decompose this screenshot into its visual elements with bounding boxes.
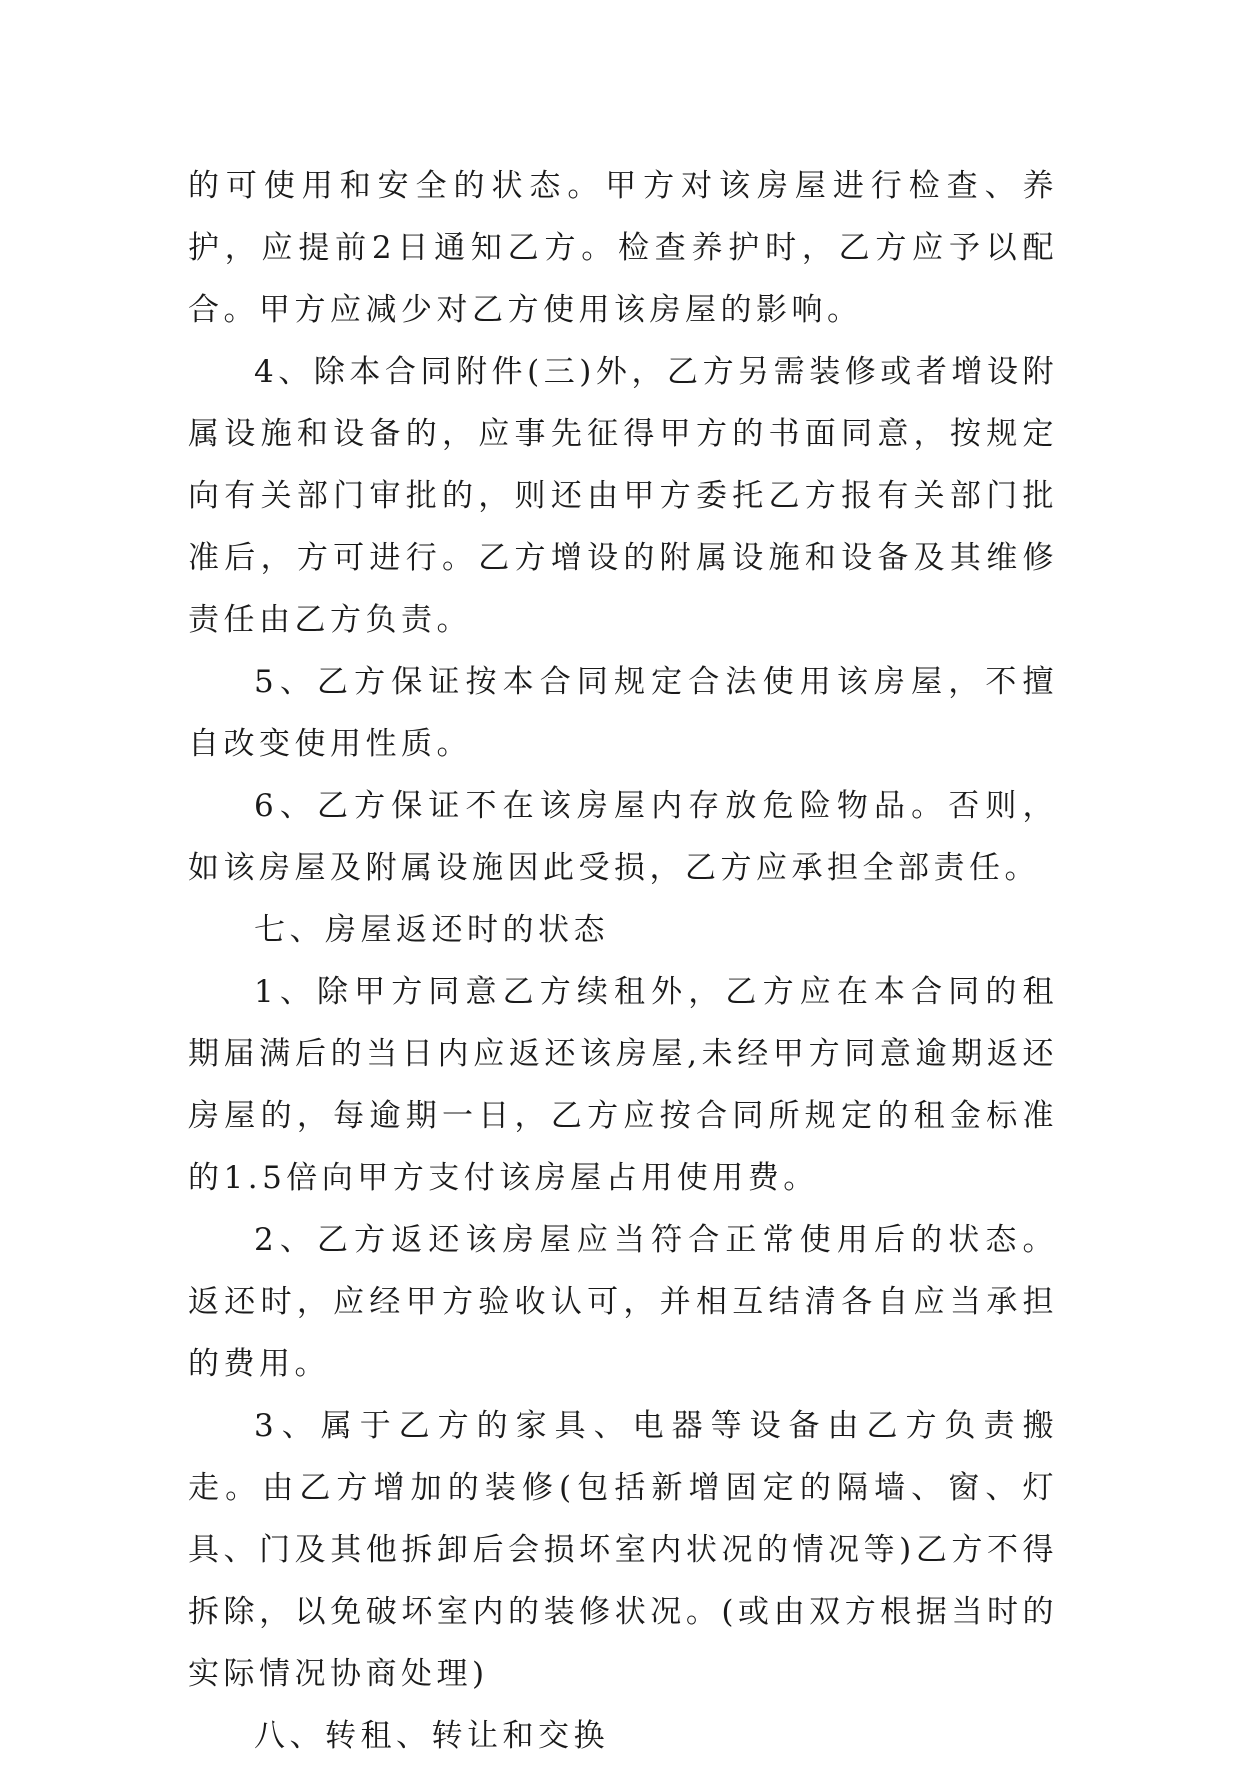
paragraph-section7-clause-2: 2、乙方返还该房屋应当符合正常使用后的状态。返还时，应经甲方验收认可，并相互结清各自应当承担的费用。 <box>188 1222 1058 1382</box>
paragraph-section7-clause-3: 3、属于乙方的家具、电器等设备由乙方负责搬走。由乙方增加的装修(包括新增固定的隔墙、窗、灯具、门及其他拆卸后会损坏室内状况的情况等)乙方不得拆除，以免破坏室内的装修状况。(或由双方根据当时的实际情况协商处理) <box>188 1408 1058 1692</box>
paragraph-section7-clause-1: 1、除甲方同意乙方续租外，乙方应在本合同的租期届满后的当日内应返还该房屋,未经甲方同意逾期返还房屋的，每逾期一日，乙方应按合同所规定的租金标准的1.5倍向甲方支付该房屋占用使用费。 <box>188 974 1058 1196</box>
paragraph-clause-6: 6、乙方保证不在该房屋内存放危险物品。否则，如该房屋及附属设施因此受损，乙方应承担全部责任。 <box>188 788 1058 886</box>
paragraph-clause-5: 5、乙方保证按本合同规定合法使用该房屋，不擅自改变使用性质。 <box>188 664 1058 762</box>
section-heading-8: 八、转租、转让和交换 <box>254 1718 609 1754</box>
paragraph-clause-4: 4、除本合同附件(三)外，乙方另需装修或者增设附属设施和设备的，应事先征得甲方的书面同意，按规定向有关部门审批的，则还由甲方委托乙方报有关部门批准后，方可进行。乙方增设的附属设施和设备及其维修责任由乙方负责。 <box>188 354 1058 638</box>
section-heading-7: 七、房屋返还时的状态 <box>254 912 609 948</box>
document-body <box>188 155 1058 1767</box>
paragraph-continuation: 的可使用和安全的状态。甲方对该房屋进行检查、养护，应提前2日通知乙方。检查养护时，乙方应予以配合。甲方应减少对乙方使用该房屋的影响。 <box>188 168 1058 328</box>
